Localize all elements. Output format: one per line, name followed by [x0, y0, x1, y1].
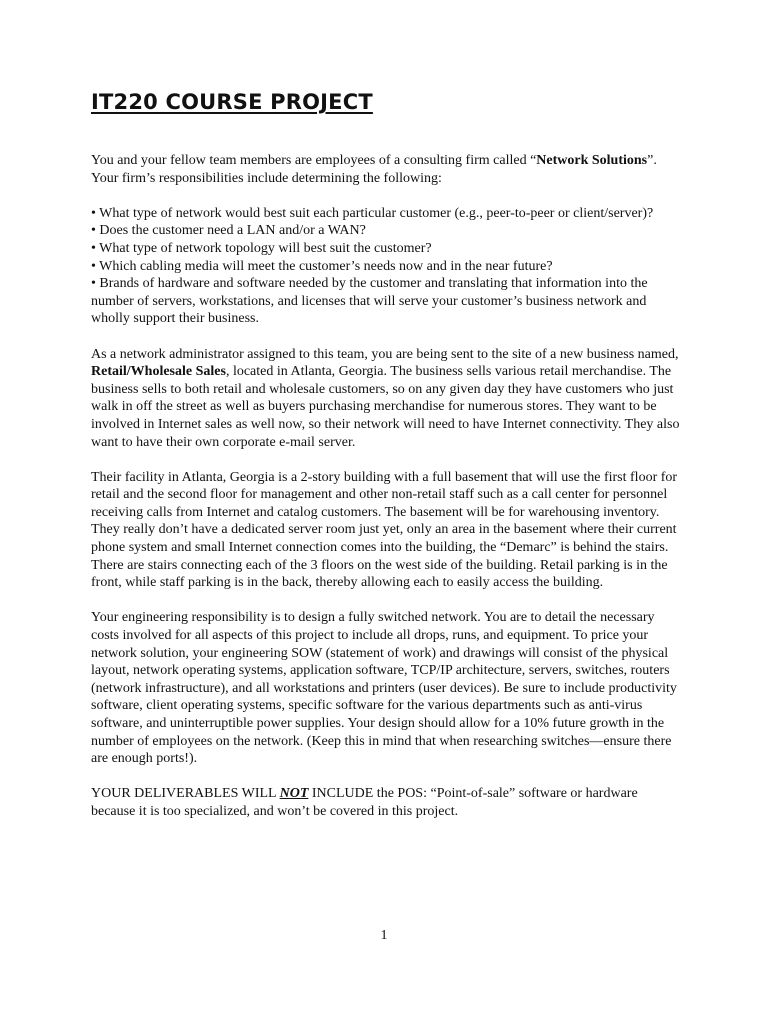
intro-text-start: You and your fellow team members are employees of a consulting firm called “ — [91, 153, 537, 168]
list-item: • Brands of hardware and software needed by the customer and translating that information into the number of servers, workstations, and licenses that will serve your customer’s business network and wholly support their business. — [91, 276, 648, 327]
firm-name: Network Solutions — [536, 153, 648, 168]
intro-paragraph — [91, 152, 683, 187]
list-item: • Does the customer need a LAN and/or a WAN? — [91, 223, 366, 239]
deliverables-text-start: YOUR DELIVERABLES WILL — [91, 786, 280, 802]
list-item: • What type of network would best suit each particular customer (e.g., peer-to-peer or client/server)? — [91, 205, 654, 221]
list-item: • What type of network topology will best suit the customer? — [91, 240, 432, 256]
document-body — [91, 152, 683, 838]
list-item: • Which cabling media will meet the customer’s needs now and in the near future? — [91, 258, 553, 274]
page-number: 1 — [380, 928, 388, 943]
deliverables-paragraph — [91, 785, 683, 820]
business-text-start: As a network administrator assigned to this team, you are being sent to the site of a new business named, — [91, 346, 679, 362]
not-emphasis: NOT — [279, 786, 309, 802]
business-paragraph — [91, 346, 683, 452]
responsibilities-list — [91, 205, 683, 328]
engineering-paragraph: Your engineering responsibility is to design a fully switched network. You are to detail the necessary costs involved for all aspects of this project to include all drops, runs, and equipment. To price your network solution, your engineering SOW (statement of work) and drawings will consist of the physical layout, network operating systems, application software, TCP/IP architecture, servers, switches, routers (network infrastructure), and all workstations and printers (user devices). Be sure to include productivity software, client operating systems, specific software for the various departments such as anti-virus software, and uninterruptible power supplies. Your design should allow for a 10% future growth in the number of employees on the network. (Keep this in mind that when researching switches—ensure there are enough ports!). — [91, 610, 677, 767]
deliverables-text-end: INCLUDE the POS: “Point-of-sale” software or hardware because it is too specialized, and won’t be covered in this project. — [91, 786, 638, 819]
intro-text-end: ”. Your firm’s responsibilities include determining the following: — [91, 153, 657, 186]
business-text-end: , located in Atlanta, Georgia. The business sells various retail merchandise. The business sells to both retail and wholesale customers, so on any given day they have customers who just walk in off the street as well as buyers purchasing merchandise for numerous stores. They want to be involved in Internet sales as well now, so their network will need to have Internet connectivity. They also want to have their own corporate e-mail server. — [91, 364, 680, 450]
document-title: IT220 COURSE PROJECT — [91, 90, 373, 114]
business-name: Retail/Wholesale Sales — [91, 364, 226, 380]
facility-paragraph: Their facility in Atlanta, Georgia is a 2-story building with a full basement that will use the first floor for retail and the second floor for management and other non-retail staff such as a call center for personnel receiving calls from Internet and catalog customers. The basement will be for warehousing inventory. They really don’t have a dedicated server room just yet, only an area in the basement where their current phone system and small Internet connection comes into the building, the “Demarc” is behind the stairs. There are stairs connecting each of the 3 floors on the west side of the building. Retail parking is in the front, while staff parking is in the back, thereby allowing each to easily access the building. — [91, 469, 678, 591]
